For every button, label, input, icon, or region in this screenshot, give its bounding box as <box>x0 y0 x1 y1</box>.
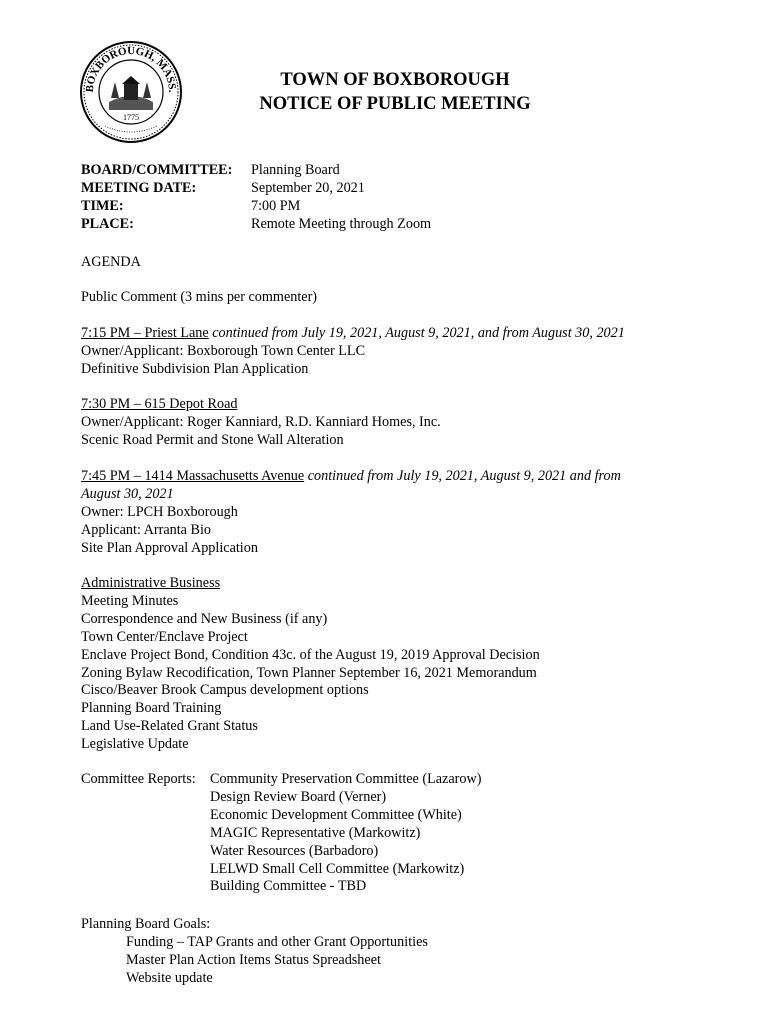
admin-heading: Administrative Business <box>81 575 221 591</box>
time-row <box>81 198 431 216</box>
item-time-title: 7:45 PM – 1414 Massachusetts Avenue <box>81 468 305 484</box>
meeting-details <box>81 162 431 234</box>
list-item: Water Resources (Barbadoro) <box>210 842 379 859</box>
list-item: Legislative Update <box>81 736 189 753</box>
title-line-1: TOWN OF BOXBOROUGH <box>280 70 510 90</box>
town-seal-logo <box>79 40 183 144</box>
reports-label: Committee Reports: <box>81 771 196 787</box>
item-time-title: 7:15 PM – Priest Lane <box>81 325 209 341</box>
item-continuation-note: continued from July 19, 2021, August 9, 2021, and from August 30, 2021 <box>212 325 625 341</box>
public-comment: Public Comment (3 mins per commenter) <box>81 289 318 305</box>
list-item: Building Committee - TBD <box>210 878 367 895</box>
item-applicant: Applicant: Arranta Bio <box>81 521 212 538</box>
agenda-heading: AGENDA <box>81 254 141 270</box>
goals-heading: Planning Board Goals: <box>81 916 211 932</box>
goals-list <box>81 934 741 988</box>
list-item: Design Review Board (Verner) <box>210 788 387 805</box>
place-row <box>81 216 431 234</box>
list-item: Correspondence and New Business (if any) <box>81 610 328 627</box>
time-label: TIME: <box>81 197 124 214</box>
agenda-item-massachusetts-avenue <box>81 468 741 558</box>
date-label: MEETING DATE: <box>81 179 197 196</box>
list-item: Cisco/Beaver Brook Campus development options <box>81 682 369 699</box>
list-item: LELWD Small Cell Committee (Markowitz) <box>210 860 465 877</box>
item-owner: Owner/Applicant: Boxborough Town Center LLC <box>81 342 366 359</box>
svg-text:BOXBOROUGH, MASS.: BOXBOROUGH, MASS. <box>83 44 179 93</box>
list-item: Master Plan Action Items Status Spreadsheet <box>126 951 381 968</box>
document-title <box>200 68 590 116</box>
item-application: Site Plan Approval Application <box>81 539 258 556</box>
item-continuation-note-2: August 30, 2021 <box>81 485 174 502</box>
item-application: Scenic Road Permit and Stone Wall Alteration <box>81 431 344 448</box>
date-value: September 20, 2021 <box>251 179 365 196</box>
list-item: Land Use-Related Grant Status <box>81 718 258 735</box>
date-row <box>81 180 431 198</box>
agenda-item-heading <box>81 325 741 343</box>
list-item: MAGIC Representative (Markowitz) <box>210 824 421 841</box>
planning-board-goals <box>81 916 741 988</box>
list-item: Funding – TAP Grants and other Grant Opportunities <box>126 933 428 950</box>
agenda-item-priest-lane <box>81 325 741 379</box>
item-time-title: 7:30 PM – 615 Depot Road <box>81 396 238 412</box>
committee-reports <box>81 771 741 896</box>
title-line-2: NOTICE OF PUBLIC MEETING <box>259 94 531 114</box>
agenda-item-heading <box>81 468 741 486</box>
list-item: Town Center/Enclave Project <box>81 628 248 645</box>
time-value: 7:00 PM <box>251 197 301 214</box>
list-item: Enclave Project Bond, Condition 43c. of the August 19, 2019 Approval Decision <box>81 646 540 663</box>
place-value: Remote Meeting through Zoom <box>251 215 432 232</box>
item-continuation-note: continued from July 19, 2021, August 9, 2021 and from <box>307 468 621 484</box>
svg-text:1775: 1775 <box>123 113 139 122</box>
list-item: Zoning Bylaw Recodification, Town Planner September 16, 2021 Memorandum <box>81 664 537 681</box>
agenda-item-depot-road <box>81 396 741 450</box>
list-item: Website update <box>126 969 213 986</box>
place-label: PLACE: <box>81 215 134 232</box>
board-value: Planning Board <box>251 162 340 178</box>
board-label: BOARD/COMMITTEE: <box>81 162 233 178</box>
list-item: Planning Board Training <box>81 700 222 717</box>
list-item: Economic Development Committee (White) <box>210 806 462 823</box>
item-owner: Owner: LPCH Boxborough <box>81 503 238 520</box>
list-item: Community Preservation Committee (Lazarow) <box>210 771 482 787</box>
administrative-business <box>81 575 741 754</box>
list-item: Meeting Minutes <box>81 592 179 609</box>
item-owner: Owner/Applicant: Roger Kanniard, R.D. Kanniard Homes, Inc. <box>81 413 441 430</box>
item-application: Definitive Subdivision Plan Application <box>81 360 309 377</box>
board-row <box>81 162 431 180</box>
reports-list <box>210 771 481 896</box>
